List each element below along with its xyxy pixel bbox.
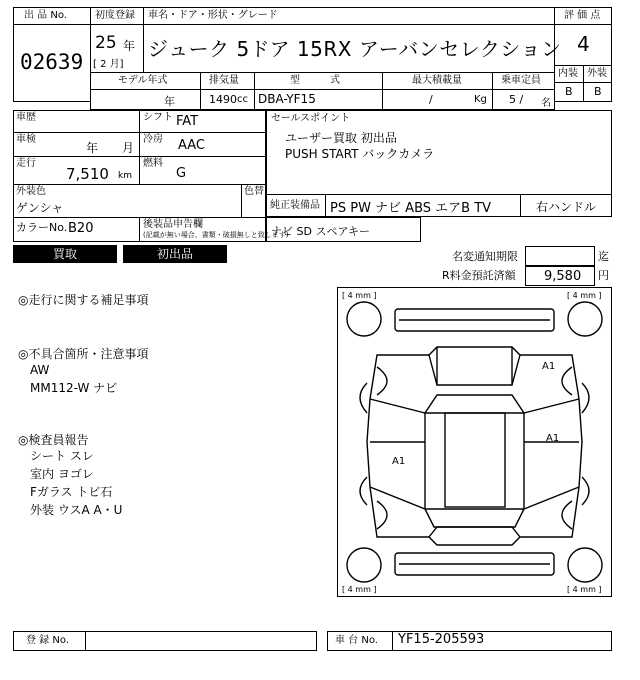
sales-points-label: セールスポイント bbox=[271, 113, 351, 124]
name-change-box bbox=[525, 246, 595, 266]
inspector-title: ◎検査員報告 bbox=[18, 433, 89, 447]
tire-depth-fl: [ 4 mm ] bbox=[342, 291, 377, 300]
recycle-value: 9,580 bbox=[544, 269, 582, 284]
tire-depth-fr: [ 4 mm ] bbox=[567, 291, 602, 300]
first-listing-badge: 初出品 bbox=[123, 245, 227, 263]
lot-number: 02639 bbox=[20, 50, 84, 74]
tire-depth-rr: [ 4 mm ] bbox=[567, 585, 602, 594]
inspector-item: 外装 ウスA A・U bbox=[30, 503, 123, 517]
rating-value: 4 bbox=[577, 32, 590, 56]
mileage-unit: km bbox=[118, 171, 132, 181]
purchase-badge: 買取 bbox=[13, 245, 117, 263]
max-load-value: / bbox=[429, 93, 433, 106]
after-items-value: ナビ SD スペアキー bbox=[271, 225, 371, 238]
capacity-label: 乗車定員 bbox=[501, 75, 541, 86]
fuel-label: 燃料 bbox=[143, 158, 163, 169]
max-load-unit: Kg bbox=[474, 94, 487, 105]
recolor-label: 色替 bbox=[244, 186, 264, 197]
defects-title: ◎不具合箇所・注意事項 bbox=[18, 347, 149, 361]
mileage-value: 7,510 bbox=[66, 165, 109, 183]
rating-label: 評 価 点 bbox=[564, 10, 601, 21]
equipment-label: 純正装備品 bbox=[270, 200, 320, 211]
reg-year-unit: 年 bbox=[123, 39, 136, 53]
shift-value: FAT bbox=[176, 114, 199, 129]
driving-notes-title: ◎走行に関する補足事項 bbox=[18, 293, 149, 307]
color-no-value: B20 bbox=[68, 221, 94, 236]
color-no-label: カラーNo. bbox=[16, 221, 68, 234]
defect-item: MM112-W ナビ bbox=[30, 381, 118, 395]
color-value: ゲンシャ bbox=[16, 201, 64, 215]
inspection-year: 年 bbox=[86, 141, 99, 155]
reg-year: 25 bbox=[95, 33, 117, 53]
recycle-label: R料金預託済額 bbox=[442, 269, 516, 282]
name-change-label: 名変通知期限 bbox=[452, 250, 518, 263]
shift-label: シフト bbox=[143, 112, 173, 123]
reg-month: [ 2 月] bbox=[93, 59, 124, 70]
name-change-unit: 迄 bbox=[598, 250, 609, 263]
chassis-value: YF15-205593 bbox=[398, 632, 485, 647]
sales-point-1: ユーザー買取 初出品 bbox=[285, 131, 397, 145]
equipment-value: PS PW ナビ ABS エアB TV bbox=[330, 201, 492, 216]
mileage-label: 走行 bbox=[16, 158, 36, 169]
lot-label: 出 品 No. bbox=[24, 10, 67, 21]
color-label: 外装色 bbox=[16, 186, 46, 197]
damage-mark: A1 bbox=[392, 456, 406, 467]
sales-point-2: PUSH START バックカメラ bbox=[285, 147, 435, 161]
displacement-label: 排気量 bbox=[209, 75, 239, 86]
displacement-unit: cc bbox=[237, 94, 248, 105]
exterior-value: B bbox=[594, 85, 602, 98]
inspector-item: Fガラス トビ石 bbox=[30, 485, 113, 499]
inspection-label: 車検 bbox=[16, 134, 36, 145]
capacity-unit: 名 bbox=[541, 98, 551, 109]
aircon-label: 冷房 bbox=[143, 134, 163, 145]
displacement-value: 1490 bbox=[209, 93, 237, 106]
damage-mark: A1 bbox=[542, 361, 556, 372]
first-reg-label: 初度登録 bbox=[95, 10, 135, 21]
reg-no-label: 登 録 No. bbox=[26, 635, 69, 646]
tire-depth-rl: [ 4 mm ] bbox=[342, 585, 377, 594]
type-label: 型 式 bbox=[290, 75, 340, 86]
fuel-value: G bbox=[176, 166, 187, 181]
chassis-label: 車 台 No. bbox=[335, 635, 378, 646]
history-label: 車歴 bbox=[16, 112, 36, 123]
max-load-label: 最大積載量 bbox=[412, 75, 462, 86]
model-year-unit: 年 bbox=[164, 95, 175, 108]
inspector-item: 室内 ヨゴレ bbox=[30, 467, 94, 481]
car-name: ジューク 5ドア 15RX アーバンセレクション bbox=[148, 37, 562, 61]
interior-label: 内装 bbox=[558, 68, 578, 79]
inspection-month: 月 bbox=[122, 141, 135, 155]
car-diagram-svg bbox=[337, 287, 612, 597]
interior-value: B bbox=[565, 85, 573, 98]
aircon-value: AAC bbox=[178, 138, 205, 153]
type-value: DBA-YF15 bbox=[258, 92, 316, 106]
model-year-label: モデル年式 bbox=[118, 75, 168, 86]
inspector-item: シート スレ bbox=[30, 449, 94, 463]
after-items-label: 後装品申告欄 bbox=[143, 219, 203, 230]
after-items-note: (記載が無い場合、書類・破損無しと致します) bbox=[143, 231, 289, 239]
damage-mark: A1 bbox=[546, 433, 560, 444]
exterior-label: 外装 bbox=[587, 68, 607, 79]
defect-item: AW bbox=[30, 363, 50, 377]
capacity-value: 5 / bbox=[509, 93, 524, 106]
recycle-unit: 円 bbox=[598, 269, 609, 282]
car-desc-label: 車名・ドア・形状・グレード bbox=[148, 10, 278, 21]
steering: 右ハンドル bbox=[536, 200, 597, 214]
